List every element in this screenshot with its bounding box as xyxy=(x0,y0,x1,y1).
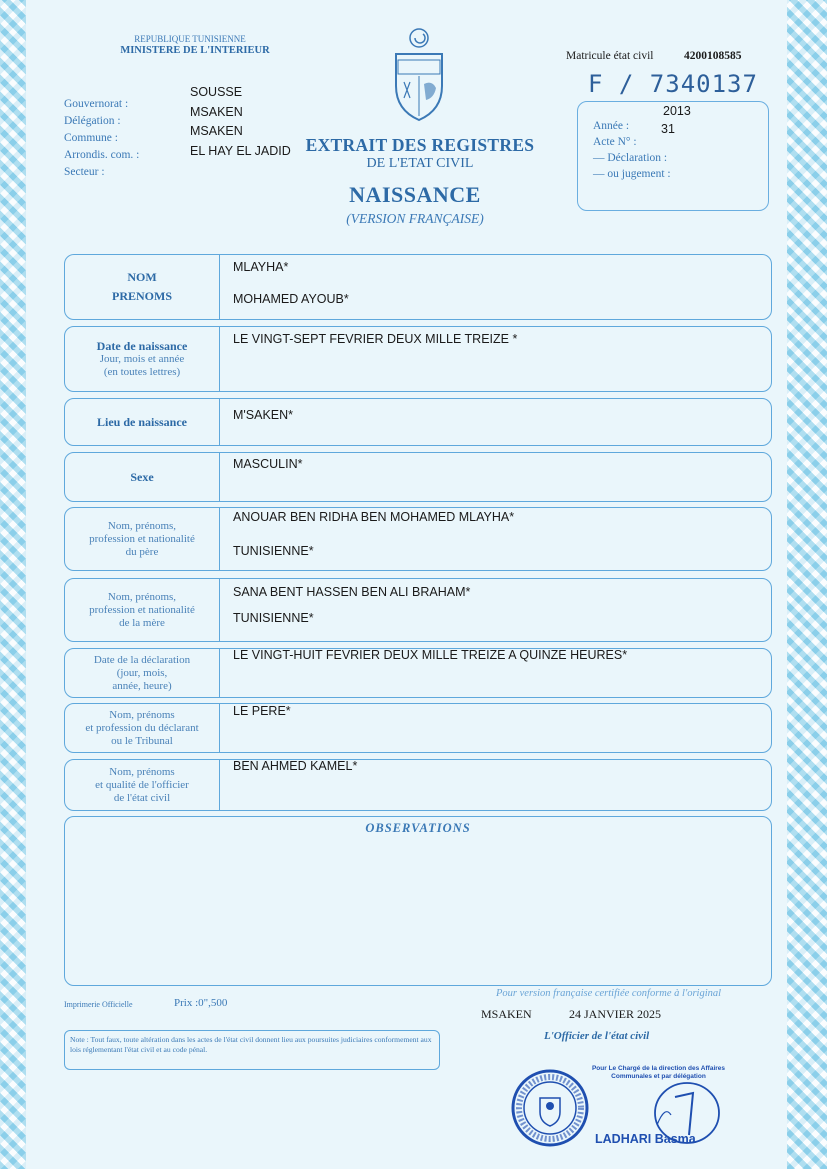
declarant-label-line: ou le Tribunal xyxy=(111,734,173,747)
row-label xyxy=(65,649,219,697)
mere-name-value: SANA BENT HASSEN BEN ALI BRAHAM* xyxy=(233,585,471,599)
row-mere xyxy=(64,578,772,642)
mere-nationality-value: TUNISIENNE* xyxy=(233,611,314,625)
sexe-value: MASCULIN* xyxy=(233,457,303,471)
row-label xyxy=(65,760,219,810)
row-divider xyxy=(219,704,220,752)
official-seal-icon xyxy=(510,1068,590,1148)
row-divider xyxy=(219,399,220,445)
row-divider xyxy=(219,579,220,641)
declarant-value: LE PERE* xyxy=(233,704,291,718)
stamp-line: Communales et par délégation xyxy=(611,1073,706,1080)
date-naissance-sublabel: Jour, mois et année xyxy=(99,352,185,365)
legal-note-box xyxy=(64,1030,440,1070)
gouvernorat-label: Gouvernorat : xyxy=(64,98,129,110)
officer-name-stamp: LADHARI Basma xyxy=(595,1132,696,1146)
acte-labels xyxy=(593,118,671,182)
mere-label-line: Nom, prénoms, xyxy=(107,590,177,603)
row-label xyxy=(65,399,219,445)
row-divider xyxy=(219,327,220,391)
observations-box xyxy=(64,816,772,986)
delegation-label: Délégation : xyxy=(64,115,121,127)
date-naissance-label: Date de naissance xyxy=(96,338,188,353)
row-lieu-naissance xyxy=(64,398,772,446)
date-naissance-value: LE VINGT-SEPT FEVRIER DEUX MILLE TREIZE * xyxy=(233,332,518,346)
title-version: (VERSION FRANÇAISE) xyxy=(346,211,484,226)
pere-label-line: Nom, prénoms, xyxy=(107,519,177,532)
declaration-label-line: Date de la déclaration xyxy=(93,653,191,666)
officier-label-line: et qualité de l'officier xyxy=(95,778,189,791)
commune-label: Commune : xyxy=(64,132,118,144)
row-divider xyxy=(219,255,220,319)
lieu-naissance-value: M'SAKEN* xyxy=(233,408,294,422)
annee-label: Année : xyxy=(593,120,630,132)
row-divider xyxy=(219,453,220,501)
right-decorative-border xyxy=(787,0,827,1169)
nom-value: MLAYHA* xyxy=(233,260,289,274)
mere-label-line: de la mère xyxy=(119,616,165,629)
officier-label-line: de l'état civil xyxy=(113,791,171,804)
stamp-line: Pour Le Chargé de la direction des Affaires xyxy=(591,1065,726,1072)
declaration-label-line: année, heure) xyxy=(112,679,172,692)
declarant-label-line: et profession du déclarant xyxy=(85,721,199,734)
acte-number-label: Acte N° : xyxy=(593,136,637,148)
republic-label: REPUBLIQUE TUNISIENNE xyxy=(134,34,246,44)
pere-label-line: profession et nationalité xyxy=(89,532,195,545)
date-naissance-sublabel: (en toutes lettres) xyxy=(103,365,181,378)
matricule-value: 4200108585 xyxy=(684,50,742,62)
mere-label-line: profession et nationalité xyxy=(89,603,195,616)
ministry-label: MINISTERE DE L'INTERIEUR xyxy=(120,45,270,56)
row-date-naissance xyxy=(64,326,772,392)
officer-title: L'Officier de l'état civil xyxy=(544,1030,650,1042)
title-extrait: EXTRAIT DES REGISTRES xyxy=(305,135,535,155)
row-declarant xyxy=(64,703,772,753)
serial-number: F / 7340137 xyxy=(588,70,758,98)
arrondissement-value: EL HAY EL JADID xyxy=(190,143,291,158)
declaration-date-value: LE VINGT-HUIT FEVRIER DEUX MILLE TREIZE A QUINZE HEURES* xyxy=(233,648,628,662)
row-pere xyxy=(64,507,772,571)
pere-nationality-value: TUNISIENNE* xyxy=(233,544,314,558)
lieu-naissance-label: Lieu de naissance xyxy=(96,414,187,429)
nom-label: NOM xyxy=(127,270,157,284)
arrondissement-label: Arrondis. com. : xyxy=(64,149,140,161)
row-label xyxy=(65,327,219,391)
row-sexe xyxy=(64,452,772,502)
annee-value: 2013 xyxy=(663,104,691,118)
matricule-label: Matricule état civil xyxy=(566,50,654,62)
row-label xyxy=(65,508,219,570)
officier-value: BEN AHMED KAMEL* xyxy=(233,759,358,773)
acte-number-value: 31 xyxy=(661,122,675,136)
issue-date: 24 JANVIER 2025 xyxy=(569,1007,661,1021)
title-naissance: NAISSANCE xyxy=(349,182,481,207)
jugement-label: — ou jugement : xyxy=(593,168,671,180)
row-label xyxy=(65,579,219,641)
certification-text: Pour version française certifiée conforme à l'original xyxy=(496,988,722,999)
observations-title: OBSERVATIONS xyxy=(365,821,471,835)
declaration-label: — Déclaration : xyxy=(593,152,668,164)
officier-label-line: Nom, prénoms xyxy=(109,765,175,778)
declarant-label-line: Nom, prénoms xyxy=(109,708,175,721)
pere-label-line: du père xyxy=(125,545,159,558)
row-label xyxy=(65,453,219,501)
admin-values xyxy=(190,83,291,161)
legal-note-text: Note : Tout faux, toute altération dans les actes de l'état civil donnent lieu aux poursuites judiciaires conformement aux lois réglementant l'état civil et au code pénal. xyxy=(70,1035,432,1054)
declaration-label-line: (jour, mois, xyxy=(116,666,168,679)
row-label xyxy=(65,704,219,752)
row-officier xyxy=(64,759,772,811)
row-nom-prenoms xyxy=(64,254,772,320)
row-divider xyxy=(219,760,220,810)
pere-name-value: ANOUAR BEN RIDHA BEN MOHAMED MLAYHA* xyxy=(233,510,515,524)
secteur-label: Secteur : xyxy=(64,166,105,178)
prenoms-label: PRENOMS xyxy=(112,289,172,303)
admin-labels xyxy=(64,96,139,181)
row-divider xyxy=(219,508,220,570)
coat-of-arms-emblem xyxy=(388,26,450,122)
title-etat-civil: DE L'ETAT CIVIL xyxy=(366,156,474,171)
issue-place: MSAKEN xyxy=(481,1007,532,1021)
delegation-value: MSAKEN xyxy=(190,104,243,119)
prix-label: Prix :0",500 xyxy=(174,997,228,1009)
left-decorative-border xyxy=(0,0,26,1169)
sexe-label: Sexe xyxy=(130,469,154,484)
row-date-declaration xyxy=(64,648,772,698)
imprimerie-label: Imprimerie Officielle xyxy=(64,1000,133,1009)
row-divider xyxy=(219,649,220,697)
commune-value: MSAKEN xyxy=(190,124,243,138)
prenoms-value: MOHAMED AYOUB* xyxy=(233,292,349,306)
gouvernorat-value: SOUSSE xyxy=(190,85,243,99)
row-label xyxy=(65,255,219,319)
